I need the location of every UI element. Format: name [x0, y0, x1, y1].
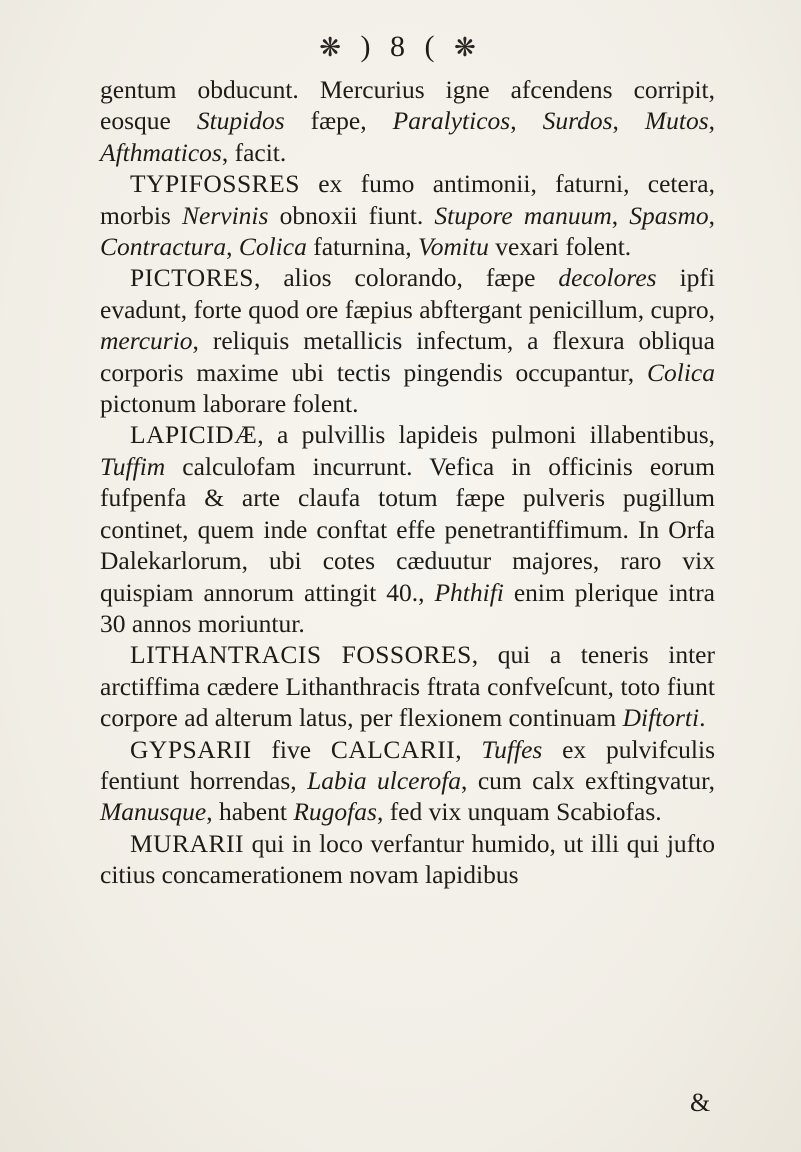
italic-term: decolores — [558, 263, 657, 293]
body-text — [100, 74, 715, 891]
text-run: obnoxii fiunt. — [268, 200, 435, 230]
italic-term: Colica — [238, 232, 307, 262]
text-run: , qui a teneris inter arctiffima cædere Lithanthracis ftrata confveſcunt, toto fiunt corpore ad alterum latus, per flexionem continuam — [100, 640, 715, 733]
italic-term: Vomitu — [418, 232, 489, 262]
text-run: . — [699, 703, 706, 733]
text-run: , facit. — [221, 137, 287, 167]
text-run: calculofam incurrunt. Vefica in officinis eorum fufpenfa & arte claufa totum fæpe pulveris pugillum continet, quem inde conftat effe penetrantiffimum. In Orfa Dalekarlorum, ubi cotes cæduutur majores, raro vix quispiam annorum attingit 40., — [100, 451, 715, 607]
text-run: , — [226, 232, 239, 262]
trade-heading: LITHANTRACIS FOSSORES — [130, 640, 472, 670]
italic-term: Spasmo — [629, 200, 709, 230]
text-run: gentum obducunt. Mercurius igne afcendens corripit, eosque — [100, 75, 715, 136]
italic-term: Contractura — [100, 232, 227, 262]
text-run: , — [611, 200, 630, 230]
text-run: , — [510, 106, 543, 136]
italic-term: Manusque — [100, 797, 207, 827]
italic-term: Afthmaticos — [100, 137, 222, 167]
text-run: , cum calx exftingvatur, — [461, 765, 715, 795]
italic-term: Colica — [647, 357, 715, 387]
italic-term: mercurio — [100, 326, 193, 356]
italic-term: Paralyticos — [392, 106, 511, 136]
paragraph-lapicidae — [100, 419, 715, 639]
italic-term: Labia ulcerofa — [307, 765, 462, 795]
catchword: & — [690, 1088, 711, 1117]
text-run: , — [708, 106, 716, 136]
page-header — [0, 30, 801, 64]
text-run: , habent — [206, 797, 294, 827]
italic-term: Tuffes — [481, 734, 543, 764]
italic-term: Stupore manuum — [434, 200, 612, 230]
italic-term: Surdos — [542, 106, 613, 136]
text-run: , alios colorando, fæpe — [253, 263, 559, 293]
ornament-left-icon: ❋ — [319, 33, 347, 62]
italic-term: Mutos — [644, 106, 709, 136]
text-run: vexari folent. — [488, 232, 632, 262]
italic-term: Tuffim — [100, 451, 166, 481]
text-run: ipfi evadunt, forte quod ore fæpius abftergant penicillum, cupro, — [100, 263, 715, 324]
text-run: , fed vix unquam Scabiofas. — [376, 797, 662, 827]
text-run: pictonum laborare folent. — [100, 389, 359, 419]
text-run: , — [455, 734, 482, 764]
italic-term: Rugofas — [293, 797, 377, 827]
italic-term: Diftorti — [622, 703, 700, 733]
italic-term: Stupidos — [196, 106, 285, 136]
trade-heading: MURARII — [130, 828, 245, 858]
paragraph-pictores — [100, 262, 715, 419]
text-run: ex fumo antimonii, faturni, cetera, morbis — [100, 169, 715, 230]
trade-heading: PICTORES — [130, 263, 254, 293]
trade-heading: GYPSARII — [130, 734, 252, 764]
page-number: ) 8 ( — [360, 30, 441, 63]
trade-heading: LAPICIDÆ — [130, 420, 258, 450]
paragraph-murarii — [100, 828, 715, 891]
paragraph-lithantracis — [100, 639, 715, 733]
trade-heading: TYPIFOSSRES — [130, 169, 300, 199]
text-run: five — [251, 734, 331, 764]
text-run: , a pulvillis lapideis pulmoni illabentibus, — [257, 420, 715, 450]
text-run: enim plerique intra 30 annos moriuntur. — [100, 577, 715, 638]
paragraph-gypsarii — [100, 734, 715, 828]
text-run: ex pulvifculis fentiunt horrendas, — [100, 734, 716, 795]
text-run: faturnina, — [306, 232, 419, 262]
text-run: qui in loco verfantur humido, ut illi qui jufto citius concamerationem novam lapidibus — [100, 828, 715, 890]
ornament-right-icon: ❋ — [453, 33, 482, 62]
italic-term: Nervinis — [182, 200, 269, 230]
text-run: , reliquis metallicis infectum, a flexura obliqua corporis maxime ubi tectis pingendis occupantur, — [100, 326, 715, 387]
text-run: , — [708, 200, 715, 230]
paragraph-1 — [100, 74, 715, 168]
text-run: fæpe, — [284, 106, 393, 136]
paragraph-typifossres — [100, 168, 715, 262]
trade-heading: CALCARII — [330, 734, 456, 764]
italic-term: Phthifi — [434, 577, 504, 607]
text-run: , — [612, 106, 645, 136]
